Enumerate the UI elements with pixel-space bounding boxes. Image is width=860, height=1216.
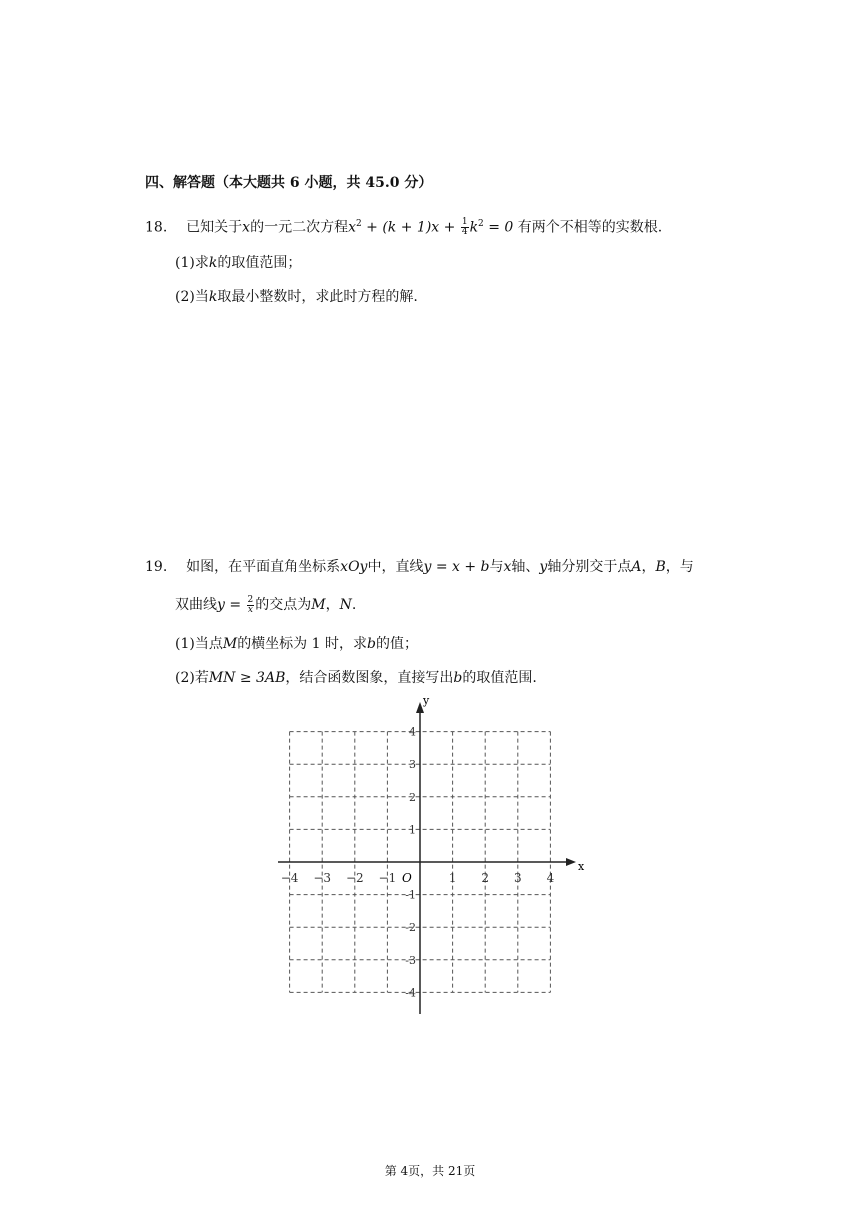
q18-text: 的一元二次方程 <box>250 219 349 236</box>
q19-part2-text: (2)若 <box>175 670 209 686</box>
y-tick-label: 1 <box>409 823 416 837</box>
q18-text: 已知关于 <box>186 219 243 236</box>
x-tick-label: −1 <box>378 871 397 885</box>
q18-eq: + (k + 1)x + <box>361 219 460 236</box>
q18-part2-text: 取最小整数时，求此时方程的解. <box>217 289 418 305</box>
q19-part1-math: b <box>367 636 376 652</box>
y-tick-label: -2 <box>405 921 416 935</box>
q19-math: xOy <box>340 559 368 575</box>
q19-number: 19. <box>145 559 168 575</box>
q19-text: 的交点为 <box>255 597 312 613</box>
q18-var: x <box>242 219 251 236</box>
q19-part2-text: 的取值范围. <box>462 670 537 686</box>
y-tick-label: -1 <box>405 888 416 902</box>
q18-eq: k <box>469 219 479 236</box>
q18-stem: 18. 已知关于x的一元二次方程$x^2 + (k + 1)x$ + $\frac{1}{4}$ $k^2 = 0$ 有两个不相等的实数根. <box>145 217 663 238</box>
q19-math: y = x + b <box>423 559 490 575</box>
q18-text: 有两个不相等的实数根. <box>513 219 663 236</box>
q19-text: 轴、 <box>511 559 540 575</box>
section-title-text: 四、解答题（本大题共 6 小题，共 45.0 分） <box>145 175 433 191</box>
q18-eq: x <box>348 219 356 236</box>
y-tick-label: -3 <box>405 953 416 967</box>
q18-part1-text: (1)求 <box>175 255 209 271</box>
q18-part2-text: (2)当 <box>175 289 209 305</box>
q19-stem-line1 <box>145 557 694 577</box>
x-axis-label: x <box>578 860 585 873</box>
q18-part1-text: 的取值范围； <box>217 255 302 271</box>
x-tick-label: 1 <box>448 871 457 885</box>
x-tick-label: −4 <box>280 871 299 885</box>
q19-part2-math: b <box>453 670 463 686</box>
page-number: 第 4页，共 21页 <box>384 1164 476 1178</box>
x-tick-label: −2 <box>345 871 364 885</box>
coordinate-grid-figure <box>270 692 590 1024</box>
origin-label: O <box>402 871 412 885</box>
q19-part1 <box>175 634 418 654</box>
q19-text: . <box>351 597 357 613</box>
q19-math: N <box>339 597 352 613</box>
q19-text: ， <box>641 559 656 575</box>
x-axis-arrow <box>566 858 576 866</box>
q19-fraction: $\frac{2}{x}$ <box>247 594 254 615</box>
q19-part1-text: 的横坐标为 1 时，求 <box>237 636 367 652</box>
x-tick-label: 4 <box>546 871 555 885</box>
q19-part1-text: 的值； <box>375 636 418 652</box>
q19-part2 <box>175 668 537 688</box>
q19-stem-line2 <box>175 595 356 615</box>
q19-text: 中，直线 <box>367 559 424 575</box>
y-tick-label: 3 <box>409 758 416 772</box>
q19-text: 如图，在平面直角坐标系 <box>186 559 341 575</box>
q19-math: M <box>311 597 326 613</box>
q19-math: x <box>503 559 512 575</box>
y-tick-label: -4 <box>405 986 416 1000</box>
q19-part1-text: (1)当点 <box>175 636 223 652</box>
q18-part2 <box>175 287 418 307</box>
q19-text: 双曲线 <box>175 597 217 613</box>
x-tick-label: 2 <box>481 871 490 885</box>
q19-text: ， <box>325 597 340 613</box>
q19-text: 与 <box>489 559 504 575</box>
q19-part1-math: M <box>222 636 238 652</box>
q19-part2-math: MN ≥ 3AB <box>208 670 286 686</box>
q19-text: ，与 <box>665 559 694 575</box>
q18-fraction: $\frac{1}{4}$ <box>461 217 468 238</box>
x-tick-label: 3 <box>513 871 522 885</box>
q19-text: 轴分别交于点 <box>547 559 632 575</box>
q19-math: y <box>539 559 548 575</box>
q18-eq: = 0 <box>483 219 514 236</box>
q19-math: y = <box>217 597 246 613</box>
y-tick-label: 4 <box>409 725 416 739</box>
page-footer <box>0 1162 860 1179</box>
q19-part2-text: ，结合函数图象，直接写出 <box>285 670 454 686</box>
axes <box>278 702 576 1014</box>
y-axis-label: y <box>423 694 430 707</box>
q18-part1-var: k <box>208 255 218 271</box>
y-tick-label: 2 <box>409 790 416 804</box>
x-tick-label: −3 <box>313 871 332 885</box>
q19-math: A <box>631 559 642 575</box>
q18-number: 18. <box>145 219 168 236</box>
q18-part1 <box>175 253 301 273</box>
tick-labels <box>281 694 585 999</box>
q19-math: B <box>655 559 666 575</box>
q18-part2-var: k <box>208 289 218 305</box>
section-title <box>145 173 432 193</box>
